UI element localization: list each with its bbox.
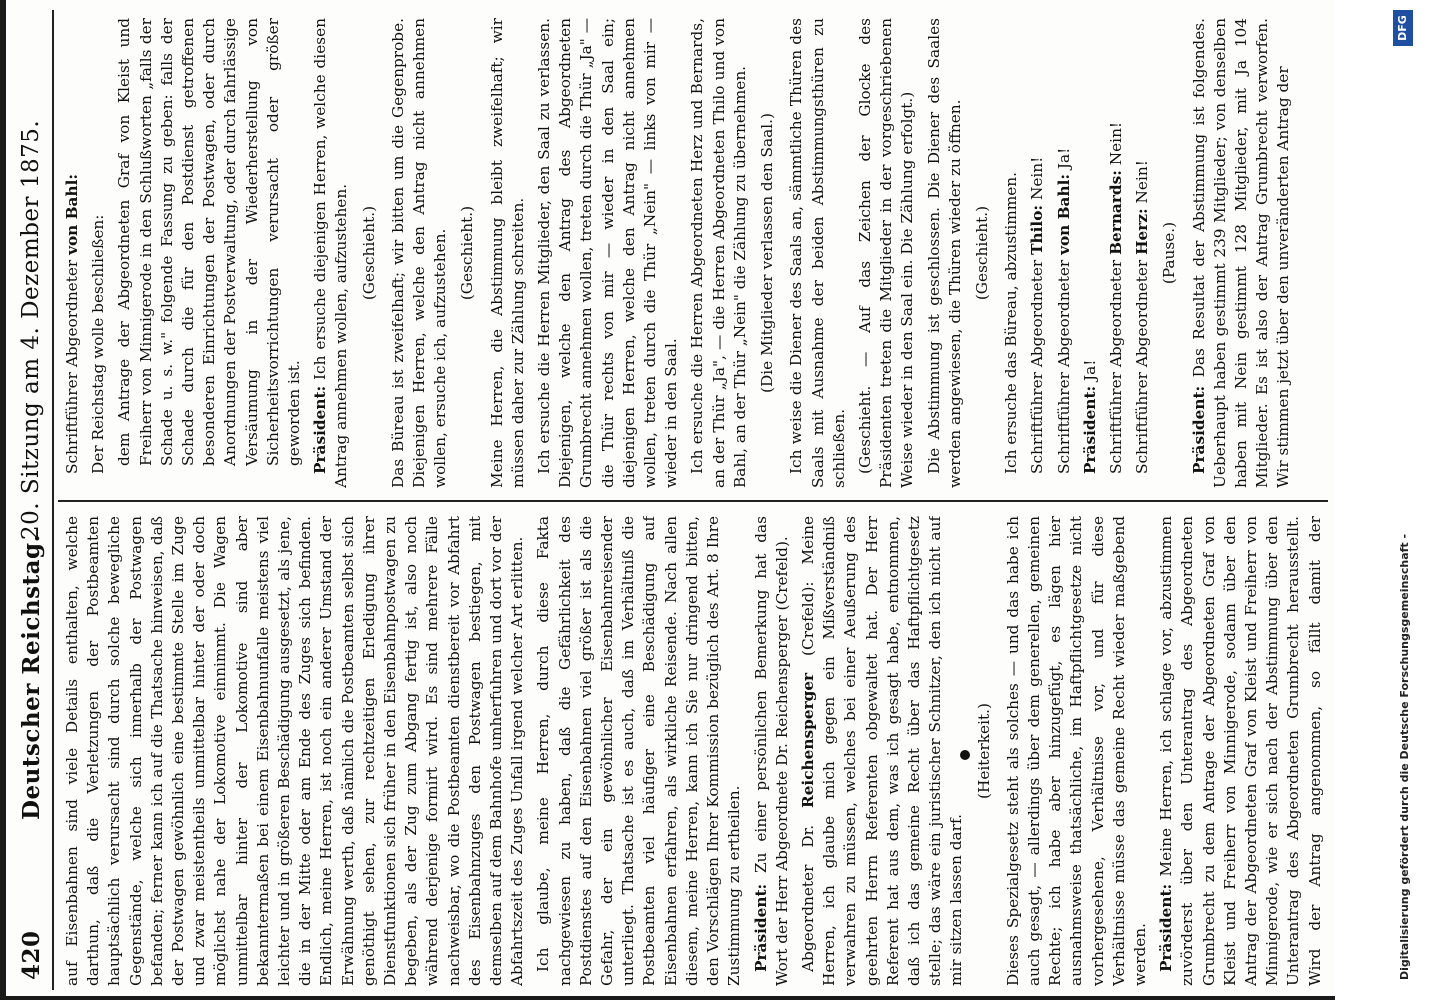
paragraph: dem Antrage der Abgeordneten Graf von Kleist und Freiherr von Minnigerode in den Schlußworten „falls der Schade u. s. w." folgende Fassung zu geben: falls der Schade durch die für den Postdienst getroffenen besonderen Einrichtungen der Postwagen, oder durch Anordnungen der Postverwaltung, oder durch fahrlässige Versäumung in der Wiederherstellung von Sicherheitsvorrichtungen verursacht oder größer geworden ist. [115, 18, 304, 466]
paragraph: Präsident: Das Resultat der Abstimmung ist folgendes. Ueberhaupt haben gestimmt 239 Mitglieder; von denselben haben mit Nein gestimmt 128 Mitglieder, mit Ja 104 Mitglieder. Es ist also der Antrag Grumbrecht verworfen. Wir stimmen jetzt über den unveränderten Antrag der [1189, 18, 1293, 488]
paragraph: Das Büreau ist zweifelhaft; wir bitten um die Gegenprobe. Diejenigen Herren, welche den Antrag nicht annehmen wollen, ersuche ich, aufzustehen. [388, 18, 450, 488]
speaker-name: Präsident: [751, 883, 770, 972]
paragraph: Präsident: Meine Herren, ich schlage vor, abzustimmen zuvörderst über den Unterantrag des Abgeordneten Grumbrecht zu dem Antrage der Abgeordneten Graf von Kleist und Freiherr von Minnigerode, sodann über den Antrag der Abgeordneten Graf von Kleist und Freiherr von Minnigerode, wie er sich nach der Abstimmung über den Unterantrag des Abgeordneten Grumbrecht herausstellt. Wird der Antrag angenommen, so fällt damit der [1157, 516, 1324, 986]
paragraph: auf Eisenbahnen sind viele Details enthalten, welche darthun, daß die Verletzungen der Postbeamten hauptsächlich verursacht sind durch solche bewegliche Gegenstände, welche sich innerhalb der Postwagen befanden; ferner kann ich auf die Thatsache hinweisen, daß der Postwagen gewöhnlich eine bestimmte Stelle im Zuge und zwar meistentheils unmittelbar hinter der oder doch möglichst nahe der Lokomotive einnimmt. Die Wagen unmittelbar hinter der Lokomotive sind aber bekanntermaßen bei einem Eisenbahnunfalle meistens viel leichter und in größeren Beschädigung ausgesetzt, als jene, die in der Mitte oder am Ende des Zuges sich befinden. Endlich, meine Herren, ist noch ein anderer Umstand der Erwähnung werth, daß nämlich die Postbeamten selbst sich genöthigt sehen, zur rechtzeitigen Erledigung ihrer Dienstfunktionen sich früher in den Eisenbahnpostwagen zu begeben, als der Zug zum Abgang fertig ist, also noch während derjenige formirt wird. Es sind mehrere Fälle nachweisbar, wo die Postbeamten dienstbereit vor Abfahrt des Eisenbahnzuges den Postwagen bestiegen, mit demselben auf dem Bahnhofe umherfuhren und dort vor der Abfahrtszeit des Zuges Unfall irgend welcher Art erlitten. [63, 516, 527, 986]
column-divider [58, 500, 1328, 502]
paragraph: (Die Mitglieder verlassen den Saal.) [758, 113, 777, 393]
paragraph: Ich ersuche die Herren Mitglieder, den Saal zu verlassen. Diejenigen, welche den Antrag des Abgeordneten Grumbrecht annehmen wollen, treten durch die Thür „Ja" — die Thür rechts von mir — wieder in den Saal ein; diejenigen Herren, welche den Antrag nicht annehmen wollen, treten durch die Thür „Nein" — links von mir — wieder in den Saal. [535, 18, 681, 488]
paragraph: Schriftführer Abgeordneter von Bahl: [63, 173, 81, 474]
paragraph: Ich weise die Diener des Saals an, sämmtliche Thüren des Saals mit Ausnahme der beiden Abstimmungsthüren zu schließen. [787, 18, 848, 488]
paragraph: Die Abstimmung ist geschlossen. Die Diener des Saales werden angewiesen, die Thüren wieder zu öffnen. [924, 18, 964, 488]
digitization-credit: Digitalisierung gefördert durch die Deutsche Forschungsgemeinschaft - [1398, 533, 1411, 980]
paragraph: Dieses Spezialgesetz steht als solches — und das habe ich auch gesagt, — allerdings über dem generellen, gemeinen Rechte; ich habe aber hinzugefügt, es lägen hier ausnahmsweise thatsächliche, im Haftpflichtgesetze nicht vorhergesehene, Verhältnisse vor, und für diese Verhältnisse müsse das gemeine Recht wieder maßgebend werden. [1003, 516, 1149, 986]
paragraph: Der Reichstag wolle beschließen: [89, 214, 108, 474]
speaker-name: Reichensperger [798, 672, 817, 809]
ink-smudge [960, 750, 970, 760]
paragraph: Schriftführer Abgeordneter Herz: Nein! [1133, 160, 1152, 474]
paragraph: Ich ersuche die Herren Abgeordneten Herz und Bernards, an der Thür „Ja", — die Herren Abgeordneten Thilo und von Bahl, an der Thür „Nein" die Zählung zu übernehmen. [688, 18, 749, 488]
paragraph: Schriftführer Abgeordneter Thilo: Nein! [1028, 156, 1047, 474]
paragraph: Präsident: Ich ersuche diejenigen Herren, welche diesen Antrag annehmen wollen, aufzustehen. [311, 18, 351, 488]
page-header [10, 10, 50, 990]
paragraph: (Geschieht.) [359, 205, 378, 301]
speaker-name: von Bahl: [1054, 173, 1073, 255]
publication-title: Deutscher Reichstag. [18, 533, 45, 820]
paragraph: (Pause.) [1160, 221, 1179, 285]
scan-edge-shadow [0, 0, 6, 1000]
paragraph: Meine Herren, die Abstimmung bleibt zweifelhaft; wir müssen daher zur Zählung schreiten. [487, 18, 527, 488]
paragraph: (Geschieht.) [458, 205, 477, 301]
page-number: 420 [18, 930, 45, 980]
footer-band [1335, 0, 1432, 1000]
speaker-name: Herz: [1133, 208, 1152, 255]
left-text-column [62, 516, 1324, 986]
dfg-logo: DFG [1393, 10, 1413, 46]
paragraph: Präsident: Zu einer persönlichen Bemerkung hat das Wort der Herr Abgeordnete Dr. Reichensperger (Crefeld). [751, 516, 791, 986]
paragraph: (Geschieht.) [972, 205, 991, 301]
speaker-name: Bernards: [1106, 170, 1125, 255]
paragraph: Schriftführer Abgeordneter von Bahl: Ja! [1054, 147, 1073, 474]
paragraph: Abgeordneter Dr. Reichensperger (Crefeld): Meine Herren, ich glaube mich gegen ein Mißverständniß verwahren zu müssen, welches bei einer Aeußerung des geehrten Herrn Referenten obgewaltet hat. Der Herr Referent hat aus dem, was ich gesagt habe, entnommen, daß ich das gemeine Recht über das Haftpflichtgesetz stelle; das wäre ein juristischer Schnitzer, den ich nicht auf mir sitzen lassen darf. [798, 516, 966, 986]
paragraph: Schriftführer Abgeordneter Bernards: Nein! [1106, 121, 1125, 474]
paragraph: (Geschieht. — Auf das Zeichen der Glocke des Präsidenten treten die Mitglieder in der vorgeschriebenen Weise wieder in den Saal ein. Die Zählung erfolgt.) [855, 18, 917, 488]
paragraph: (Heiterkeit.) [974, 703, 993, 799]
speaker-name: Thilo: [1028, 204, 1047, 255]
session-info: 20. Sitzung am 4. Dezember 1875. [18, 119, 44, 540]
paragraph: Ich ersuche das Büreau, abzustimmen. [1002, 172, 1021, 474]
speaker-name: Präsident: [1157, 883, 1176, 972]
right-text-column [62, 18, 1324, 488]
header-rule [52, 10, 54, 990]
speaker-name: Präsident: [1080, 385, 1099, 474]
paragraph: Ich glaube, meine Herren, durch diese Fakta nachgewiesen zu haben, daß die Gefährlichkeit des Postdienstes auf den Eisenbahnen viel größer ist als die Gefahr, der ein gewöhnlicher Eisenbahnreisender unterliegt. Thatsache ist es auch, daß im Verhältniß die Postbeamten viel häufiger eine Beschädigung auf Eisenbahnen erfahren, als wirkliche Reisende. Nach allen diesem, meine Herren, kann ich Sie nur dringend bitten, den Vorschlägen Ihrer Kommission bezüglich des Art. 8 Ihre Zustimmung zu ertheilen. [534, 516, 744, 986]
scan-edge-shadow-left [0, 996, 1335, 1000]
speaker-name: Präsident: [311, 385, 330, 474]
speaker-name: von Bahl: [63, 173, 81, 255]
speaker-name: Präsident: [1189, 385, 1208, 474]
paragraph: Präsident: Ja! [1080, 359, 1099, 474]
